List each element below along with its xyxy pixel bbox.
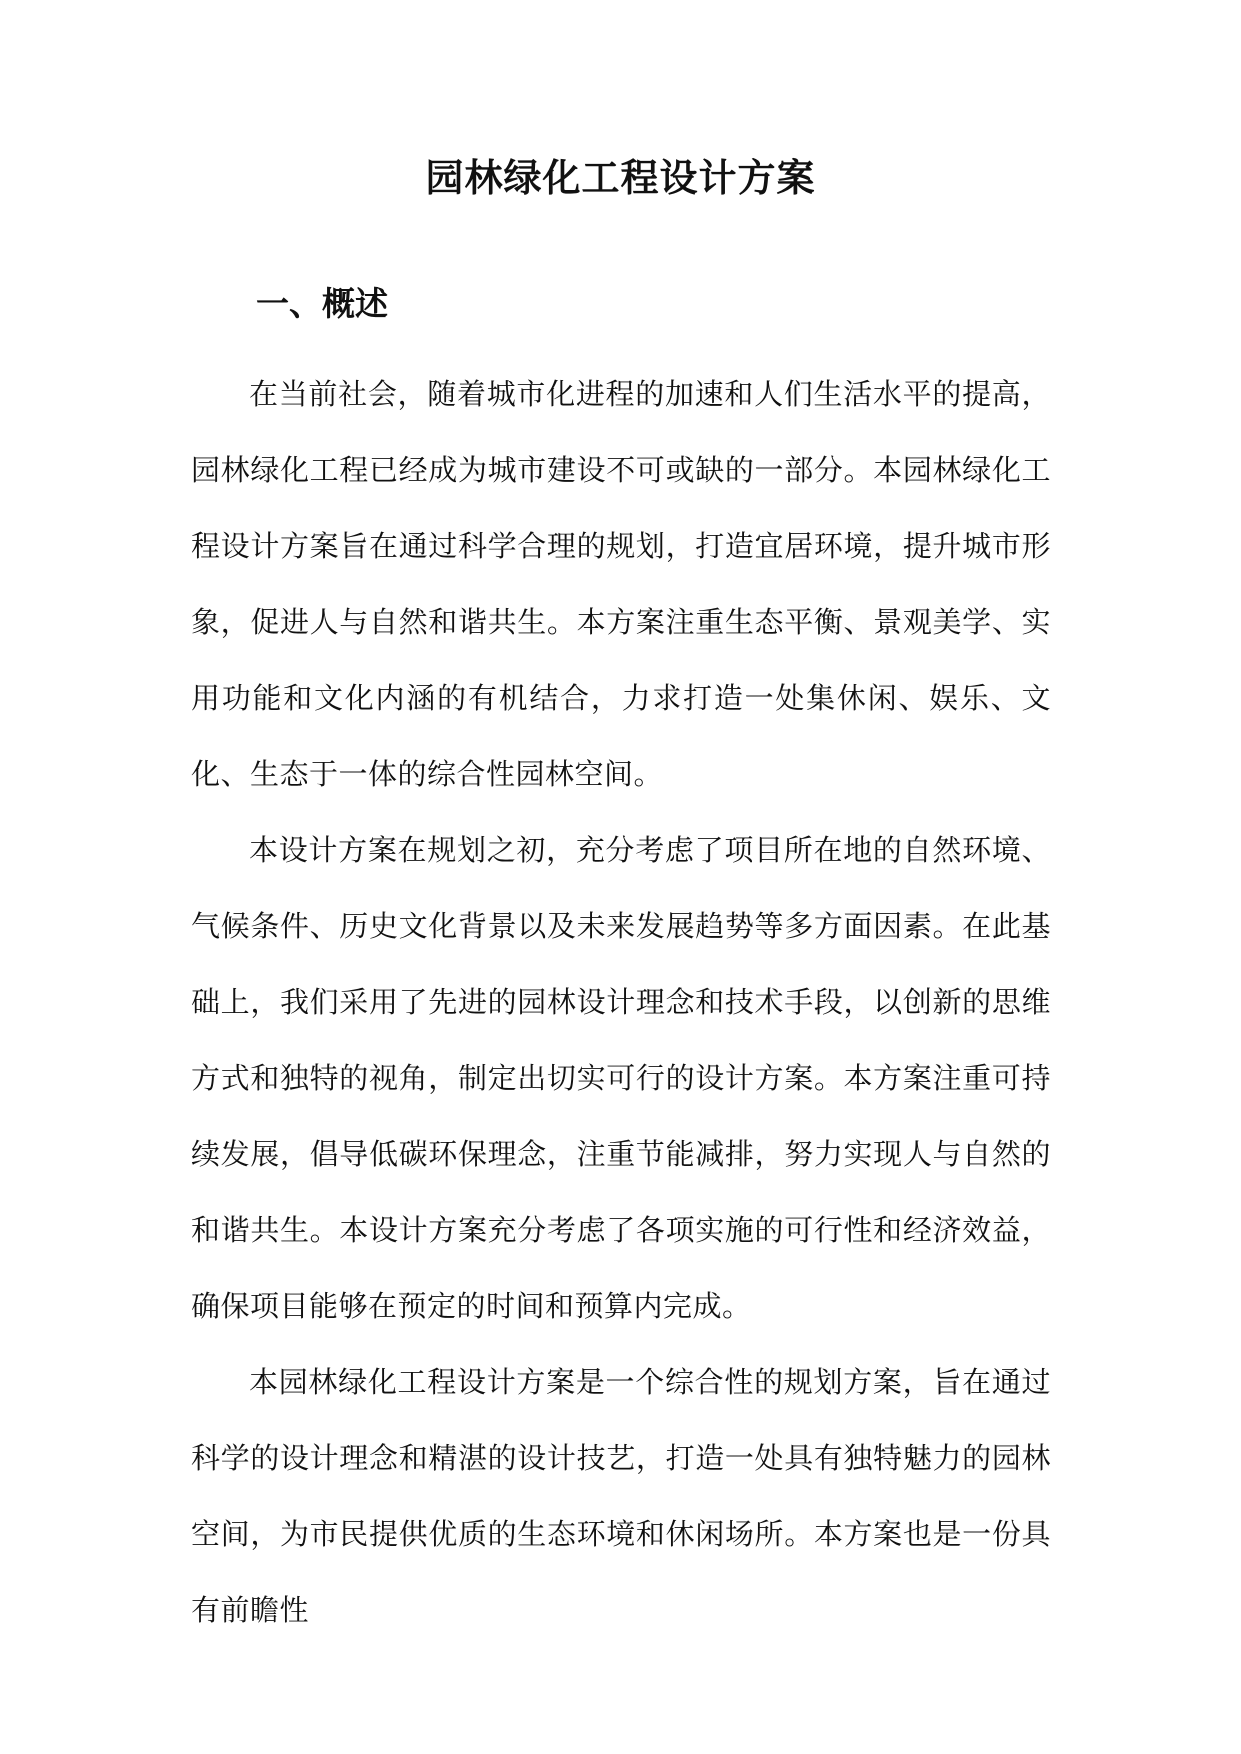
paragraph-1: 在当前社会，随着城市化进程的加速和人们生活水平的提高，园林绿化工程已经成为城市建设不可或缺的一部分。本园林绿化工程设计方案旨在通过科学合理的规划，打造宜居环境，提升城市形象，促进人与自然和谐共生。本方案注重生态平衡、景观美学、实用功能和文化内涵的有机结合，力求打造一处集休闲、娱乐、文化、生态于一体的综合性园林空间。 bbox=[191, 377, 1051, 791]
paragraph-3: 本园林绿化工程设计方案是一个综合性的规划方案，旨在通过科学的设计理念和精湛的设计技艺，打造一处具有独特魅力的园林空间，为市民提供优质的生态环境和休闲场所。本方案也是一份具有前瞻性 bbox=[191, 1365, 1051, 1627]
document-title: 园林绿化工程设计方案 bbox=[425, 155, 816, 200]
body-text bbox=[191, 356, 1051, 1648]
section-heading: 一、概述 bbox=[256, 284, 388, 323]
paragraph-2: 本设计方案在规划之初，充分考虑了项目所在地的自然环境、气候条件、历史文化背景以及未来发展趋势等多方面因素。在此基础上，我们采用了先进的园林设计理念和技术手段，以创新的思维方式和独特的视角，制定出切实可行的设计方案。本方案注重可持续发展，倡导低碳环保理念，注重节能减排，努力实现人与自然的和谐共生。本设计方案充分考虑了各项实施的可行性和经济效益，确保项目能够在预定的时间和预算内完成。 bbox=[191, 833, 1051, 1323]
